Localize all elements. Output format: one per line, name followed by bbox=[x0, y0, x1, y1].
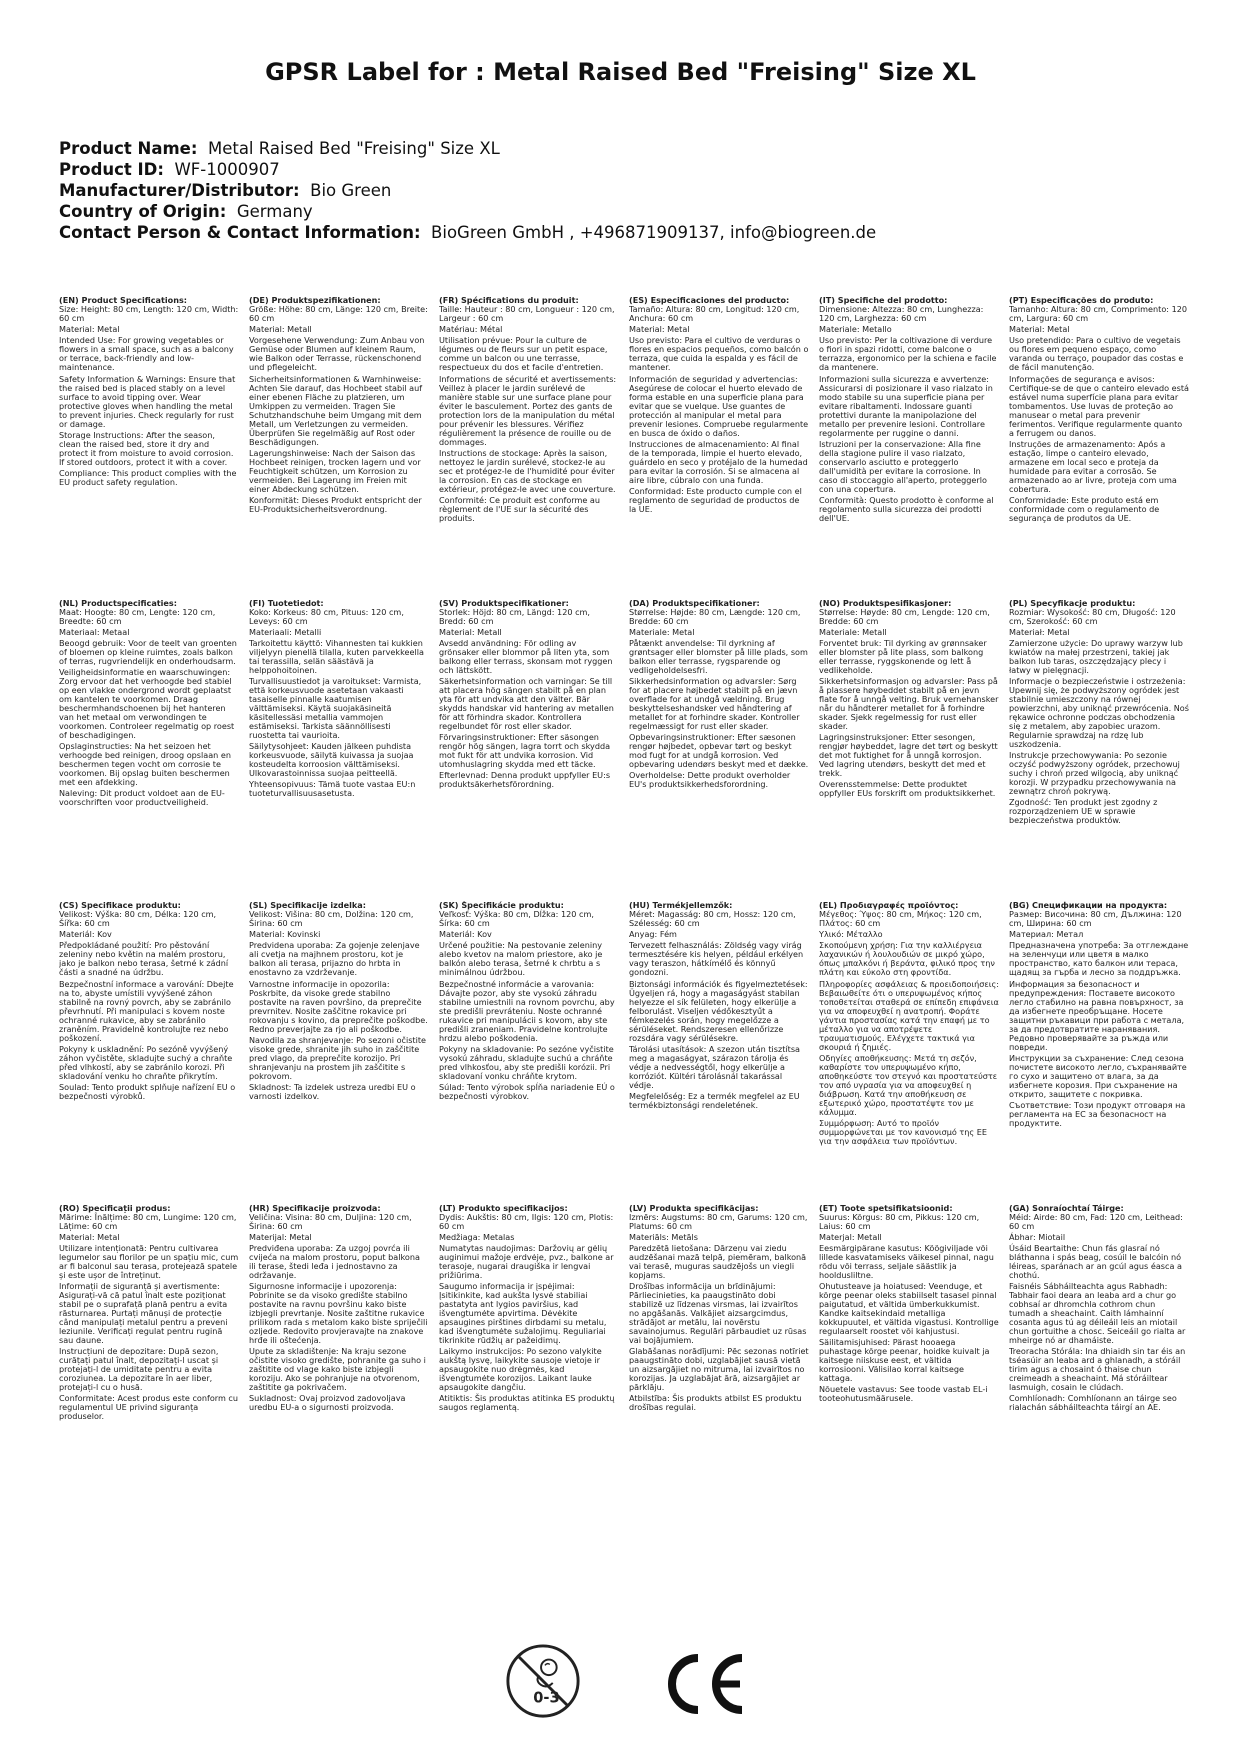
block-heading: (BG) Спецификации на продукта: bbox=[1009, 901, 1168, 910]
block-paragraph: Πληροφορίες ασφάλειας & προειδοποιήσεις: Βεβαιωθείτε ότι ο υπερυψωμένος κήπος τοποθετείται σταθερά σε επίπεδη επιφάνεια για να αποφευχθεί η ανατροπή. Φοράτε γάντια προστασίας κατά την επαφή με το μέταλλο για να αποτρέψετε τραυματισμούς. Ελέγχετε τακτικά για σκουριά ή ζημιές. bbox=[819, 978, 999, 1052]
block-paragraph: Conformitate: Acest produs este conform cu regulamentul UE privind siguranța produselor. bbox=[59, 1393, 238, 1422]
block-paragraph: Säilytysohjeet: Kauden jälkeen puhdista korkeusvuode, säilytä kuivassa ja suojaa kosteudelta korroosion välttämiseksi. Ulkovarastoinnissa suojaa peitteellä. bbox=[249, 741, 414, 779]
block-paragraph: Bezpečnostní informace a varování: Dbejte na to, abyste umístili vyvýšené záhon stabilně na rovný povrch, aby se zabránilo převrhnutí. Při manipulaci s kovem noste ochranné rukavice, aby se zabránilo zraněním. Pravidelně kontrolujte rez nebo poškození. bbox=[59, 978, 234, 1043]
block-paragraph: Materiał: Metal bbox=[1009, 626, 1070, 637]
block-paragraph: Instrucțiuni de depozitare: După sezon, curățați patul înalt, depozitați-l uscat și protejați-l de umiditate pentru a evita coroziunea. La depozitare în aer liber, protejați-l cu o husă. bbox=[59, 1346, 219, 1393]
block-paragraph: Určené použitie: Na pestovanie zeleniny alebo kvetov na malom priestore, ako je balkón alebo terasa, šetrné k chrbtu a s minimálnou údržbou. bbox=[439, 940, 603, 978]
block-paragraph: Υλικό: Μέταλλο bbox=[819, 929, 883, 940]
block-heading: (SK) Špecifikácie produktu: bbox=[439, 901, 564, 910]
block-paragraph: Efterlevnad: Denna produkt uppfyller EU:s produktsäkerhetsförordning. bbox=[439, 770, 611, 790]
block-paragraph: Storlek: Höjd: 80 cm, Längd: 120 cm, Bredd: 60 cm bbox=[439, 606, 590, 626]
block-paragraph: Materiale: Metall bbox=[819, 626, 887, 637]
block-heading: (PT) Especificações do produto: bbox=[1009, 296, 1154, 305]
block-paragraph: Informações de segurança e avisos: Certifique-se de que o canteiro elevado está estável numa superfície plana para evitar tombamentos. Use luvas de proteção ao manusear o metal para prevenir ferimentos. Verifique regularmente quanto a ferrugem ou danos. bbox=[1009, 373, 1189, 438]
block-paragraph: Størrelse: Højde: 80 cm, Længde: 120 cm, Bredde: 60 cm bbox=[629, 606, 801, 626]
not-for-children-0-3-icon bbox=[504, 1642, 582, 1720]
block-paragraph: Velikost: Výška: 80 cm, Délka: 120 cm, Šířka: 60 cm bbox=[59, 909, 217, 928]
language-block bbox=[59, 901, 239, 1204]
block-paragraph: Materiaali: Metalli bbox=[249, 626, 322, 637]
block-paragraph: Ohutusteave ja hoiatused: Veenduge, et kõrge peenar oleks stabiilselt tasasel pinnal paigutatud, et vältida ümberkukkumist. Kandke kaitsekindaid metalliga kokkupuutel, et vältida vigastusi. Kontrollige regulaarselt roostet või kahjustusi. bbox=[819, 1281, 999, 1337]
block-paragraph: Comhlíonadh: Comhlíonann an táirge seo rialachán sábháilteachta táirgí an AE. bbox=[1009, 1393, 1177, 1413]
block-heading: (RO) Specificații produs: bbox=[59, 1203, 171, 1213]
language-block bbox=[59, 296, 239, 599]
language-block bbox=[819, 901, 999, 1204]
language-block bbox=[629, 599, 809, 902]
block-heading: (EN) Product Specifications: bbox=[59, 296, 188, 305]
block-paragraph: Materiāls: Metāls bbox=[629, 1231, 698, 1242]
language-block bbox=[819, 296, 999, 599]
block-paragraph: Conformidad: Este producto cumple con el reglamento de seguridad de productos de la UE. bbox=[629, 485, 802, 514]
block-paragraph: Lagerungshinweise: Nach der Saison das Hochbeet reinigen, trocken lagern und vor Feuchtigkeit schützen, um Korrosion zu vermeiden. Bei Lagerung im Freien mit einer Abdeckung schützen. bbox=[249, 447, 421, 494]
block-paragraph: Utilisation prévue: Pour la culture de légumes ou de fleurs sur un petit espace, comme un balcon ou une terrasse, respectueux du dos et facile d'entretien. bbox=[439, 335, 608, 373]
language-block bbox=[1009, 1204, 1189, 1507]
block-paragraph: Material: Metal bbox=[629, 324, 690, 335]
block-paragraph: Informacje o bezpieczeństwie i ostrzeżenia: Upewnij się, że podwyższony ogródek jest stabilnie umieszczony na równej powierzchni, aby uniknąć przewrócenia. Noś rękawice ochronne podczas obchodzenia się z metalem, aby zapobiec urazom. Regularnie sprawdzaj na rdzę lub uszkodzenia. bbox=[1009, 676, 1189, 750]
block-paragraph: Συμμόρφωση: Αυτό το προϊόν συμμορφώνεται με τον κανονισμό της ΕΕ για την ασφάλεια των προϊόντων. bbox=[819, 1117, 987, 1146]
block-paragraph: Materiaal: Metaal bbox=[59, 626, 130, 637]
block-paragraph: Påtænkt anvendelse: Til dyrkning af grøntsager eller blomster på lille plads, som balkon eller terrasse, rygsparende og vedligeholdelsesfri. bbox=[629, 637, 808, 675]
block-paragraph: Naleving: Dit product voldoet aan de EU-voorschriften voor productveiligheid. bbox=[59, 788, 225, 808]
block-paragraph: Beoogd gebruik: Voor de teelt van groenten of bloemen op kleine ruimtes, zoals balkon of terras, rugvriendelijk en onderhoudsarm. bbox=[59, 637, 237, 666]
block-heading: (NO) Produktspesifikasjoner: bbox=[819, 598, 952, 608]
block-paragraph: Súlad: Tento výrobok spĺňa nariadenie EÚ o bezpečnosti výrobkov. bbox=[439, 1081, 615, 1101]
block-paragraph: Megfelelőség: Ez a termék megfelel az EU termékbiztonsági rendeletének. bbox=[629, 1090, 800, 1110]
block-paragraph: Uso previsto: Para el cultivo de verduras o flores en espacios pequeños, como balcón o terraza, que cuida la espalda y es fácil de mantener. bbox=[629, 335, 809, 373]
block-paragraph: Opslaginstructies: Na het seizoen het verhoogde bed reinigen, droog opslaan en beschermen tegen vocht om corrosie te voorkomen. Bij opslag buiten beschermen met een afdekking. bbox=[59, 741, 231, 788]
compliance-symbols bbox=[0, 1642, 1241, 1732]
block-paragraph: Materijal: Metal bbox=[249, 1231, 312, 1242]
block-paragraph: Pokyny na skladovanie: Po sezóne vyčistite vysokú záhradu, skladujte suchú a chráňte pred vlhkosťou, aby ste predišli korózii. Pri skladovaní vonku chráňte krytom. bbox=[439, 1043, 614, 1081]
block-paragraph: Conformité: Ce produit est conforme au règlement de l'UE sur la sécurité des produits. bbox=[439, 494, 600, 523]
product-info bbox=[59, 138, 1189, 243]
block-paragraph: Předpokládané použití: Pro pěstování zeleniny nebo květin na malém prostoru, jako je balkon nebo terasa, šetrné k zádní části a snadné na údržbu. bbox=[59, 940, 229, 978]
block-paragraph: Navodila za shranjevanje: Po sezoni očistite visoke grede, shranite jih suho in zaščitite pred vlago, da preprečite korozijo. Pri shranjevanju na prostem jih zaščitite s pokrovom. bbox=[249, 1034, 427, 1081]
block-paragraph: Paredzētā lietošana: Dārzeņu vai ziedu audzēšanai mazā telpā, piemēram, balkonā vai terasē, muguras saudzējošs un viegli kopjams. bbox=[629, 1242, 807, 1280]
block-paragraph: Material: Metal bbox=[59, 1231, 120, 1242]
block-paragraph: Material: Kovinski bbox=[249, 929, 321, 940]
language-block bbox=[629, 1204, 809, 1507]
block-paragraph: Atbilstība: Šis produkts atbilst ES produktu drošības regulai. bbox=[629, 1393, 802, 1413]
block-paragraph: Material: Metal bbox=[1009, 324, 1070, 335]
block-paragraph: Avsedd användning: För odling av grönsaker eller blommor på liten yta, som balkong eller terrass, skonsam mot ryggen och lättskött. bbox=[439, 637, 613, 675]
info-value: BioGreen GmbH , +496871909137, info@biogreen.de bbox=[431, 223, 877, 242]
block-paragraph: Conformità: Questo prodotto è conforme al regolamento sulla sicurezza dei prodotti dell'UE. bbox=[819, 494, 994, 523]
block-heading: (DA) Produktspecifikationer: bbox=[629, 598, 760, 608]
block-paragraph: Förvaringsinstruktioner: Efter säsongen rengör hög sängen, lagra torrt och skydda mot fukt för att undvika korrosion. Vid utomhuslagring skydda med ett täcke. bbox=[439, 732, 611, 770]
block-paragraph: Istruzioni per la conservazione: Alla fine della stagione pulire il vaso rialzato, conservarlo asciutto e proteggerlo dall'umidità per evitare la corrosione. In caso di stoccaggio all'aperto, proteggerlo con una copertura. bbox=[819, 438, 987, 494]
block-paragraph: Material: Metall bbox=[439, 626, 502, 637]
block-paragraph: Varnostne informacije in opozorila: Poskrbite, da visoke grede stabilno postavite na raven površino, da preprečite prevrnitev. Nosite zaščitne rokavice pri rokovanju s kovino, da preprečite poškodbe. Redno preverjajte za rjo ali poškodbe. bbox=[249, 978, 428, 1034]
info-row-contact bbox=[59, 222, 1189, 243]
block-heading: (HU) Termékjellemzők: bbox=[629, 901, 733, 910]
block-paragraph: Vorgesehene Verwendung: Zum Anbau von Gemüse oder Blumen auf kleinem Raum, wie Balkon oder Terrasse, rückenschonend und pflegeleicht. bbox=[249, 335, 425, 373]
block-paragraph: Velikost: Višina: 80 cm, Dolžina: 120 cm, Širina: 60 cm bbox=[249, 909, 414, 928]
language-block bbox=[819, 1204, 999, 1507]
language-block bbox=[1009, 599, 1189, 902]
block-paragraph: Méid: Airde: 80 cm, Fad: 120 cm, Leithead: 60 cm bbox=[1009, 1211, 1183, 1231]
block-paragraph: Zamierzone użycie: Do uprawy warzyw lub kwiatów na małej przestrzeni, takiej jak balkon lub taras, oszczędzający plecy i łatwy w pielęgnacji. bbox=[1009, 637, 1183, 675]
block-paragraph: Numatytas naudojimas: Daržovių ar gėlių auginimui mažoje erdvėje, pvz., balkone ar terasoje, nugarai draugiška ir lengvai prižiūrima. bbox=[439, 1242, 614, 1280]
block-paragraph: Overholdelse: Dette produkt overholder EU's produktsikkerhedsforordning. bbox=[629, 770, 791, 790]
block-paragraph: Eesmärgipärane kasutus: Köögiviljade või lillede kasvatamiseks väikesel pinnal, nagu rõdu või terrass, seljale säästlik ja hooldusliltne. bbox=[819, 1242, 994, 1280]
block-paragraph: Suurus: Kõrgus: 80 cm, Pikkus: 120 cm, Laius: 60 cm bbox=[819, 1211, 980, 1231]
language-block bbox=[249, 296, 429, 599]
block-paragraph: Sigurnosne informacije i upozorenja: Pobrinite se da visoko gredište stabilno postavite na ravnu površinu kako biste izbjegli prevrtanje. Nosite zaštitne rukavice prilikom rada s metalom kako biste spriječili ozljede. Redovito provjeravajte na znakove hrđe ili oštećenja. bbox=[249, 1281, 428, 1346]
block-paragraph: Material: Metall bbox=[249, 324, 312, 335]
block-paragraph: Sicherheitsinformationen & Warnhinweise: Achten Sie darauf, das Hochbeet stabil auf einer ebenen Fläche zu platzieren, um Umkippen zu vermeiden. Tragen Sie Schutzhandschuhe beim Umgang mit dem Metall, um Verletzungen zu vermeiden. Überprüfen Sie regelmäßig auf Rost oder Beschädigungen. bbox=[249, 373, 423, 447]
block-paragraph: Información de seguridad y advertencias: Asegúrese de colocar el huerto elevado de forma estable en una superficie plana para evitar que se vuelque. Use guantes de protección al manipular el metal para prevenir lesiones. Compruebe regularmente en busca de óxido o daños. bbox=[629, 373, 809, 438]
block-paragraph: Uso previsto: Per la coltivazione di verdure o fiori in spazi ridotti, come balcone o terrazza, ergonomico per la schiena e facile da mantenere. bbox=[819, 335, 997, 373]
block-paragraph: Soulad: Tento produkt splňuje nařízení EU o bezpečnosti výrobků. bbox=[59, 1081, 236, 1101]
info-label: Manufacturer/Distributor: bbox=[59, 181, 300, 200]
block-paragraph: Maat: Hoogte: 80 cm, Lengte: 120 cm, Breedte: 60 cm bbox=[59, 606, 216, 626]
block-paragraph: Материал: Метал bbox=[1009, 929, 1084, 940]
info-value: WF-1000907 bbox=[174, 160, 280, 179]
block-paragraph: Úsáid Beartaithe: Chun fás glasraí nó bláthanna i spás beag, cosúil le balcóin nó léireas, sparánach ar an gcúl agus éasca a chothú. bbox=[1009, 1242, 1182, 1280]
block-heading: (CS) Specifikace produktu: bbox=[59, 901, 181, 910]
language-block bbox=[629, 296, 809, 599]
block-heading: (PL) Specyfikacje produktu: bbox=[1009, 598, 1136, 608]
block-paragraph: Инструкции за съхранение: След сезона почистете високото легло, съхранявайте го сухо и защитено от влага, за да избегнете корозия. При съхранение на открито, защитете с покривка. bbox=[1009, 1052, 1187, 1099]
block-paragraph: Größe: Höhe: 80 cm, Länge: 120 cm, Breite: 60 cm bbox=[249, 304, 428, 323]
block-paragraph: Dimensione: Altezza: 80 cm, Lunghezza: 120 cm, Larghezza: 60 cm bbox=[819, 304, 984, 323]
block-paragraph: Οδηγίες αποθήκευσης: Μετά τη σεζόν, καθαρίστε τον υπερυψωμένο κήπο, αποθηκεύστε τον στεγνό και προστατεύστε τον από υγρασία για να αποφευχθεί η διάβρωση. Κατά την αποθήκευση σε εξωτερικό χώρο, προστατέψτε τον με κάλυμμα. bbox=[819, 1052, 998, 1117]
block-paragraph: Conformidade: Este produto está em conformidade com o regulamento de segurança de produtos da UE. bbox=[1009, 494, 1160, 523]
info-value: Metal Raised Bed "Freising" Size XL bbox=[207, 139, 500, 158]
block-paragraph: Materiál: Kov bbox=[59, 929, 112, 940]
block-paragraph: Faisnéis Sábháilteachta agus Rabhadh: Tabhair faoi deara an leaba ard a chur go cobhsaí ar dhromchla cothrom chun tumadh a sheachaint. Caith lámhainní cosanta agus tú ag déileáil leis an miotail chun gortuithe a chosc. Seiceáil go rialta ar mheirge nó ar dhamáiste. bbox=[1009, 1281, 1186, 1346]
block-paragraph: Forventet bruk: Til dyrking av grønnsaker eller blomster på lite plass, som balkong eller terrasse, ryggskonende og lett å vedlikeholde. bbox=[819, 637, 987, 675]
block-paragraph: Matériau: Métal bbox=[439, 324, 503, 335]
block-paragraph: Lagringsinstruksjoner: Etter sesongen, rengjør høybeddet, lagre det tørt og beskytt det mot fuktighet for å unngå korrosjon. Ved lagring utendørs, beskytt det med et trekk. bbox=[819, 732, 998, 779]
block-paragraph: Bezpečnostné informácie a varovania: Dávajte pozor, aby ste vysokú záhradu stabilne umiestnili na rovnom povrchu, aby ste predišli prevráteniu. Noste ochranné rukavice pri manipulácii s kovom, aby ste predišli zraneniam. Pravidelne kontrolujte hrdzu alebo poškodenia. bbox=[439, 978, 615, 1043]
block-heading: (FI) Tuotetiedot: bbox=[249, 598, 324, 608]
block-heading: (GA) Sonraíochtaí Táirge: bbox=[1009, 1203, 1124, 1213]
block-paragraph: Информация за безопасност и предупреждения: Поставете високото легло стабилно на равна повърхност, за да избегнете преобръщане. Носете защитни ръкавици при работа с метала, за да предотвратите наранявания. Редовно проверявайте за ръжда или повреди. bbox=[1009, 978, 1185, 1052]
block-paragraph: Yhteensopivuus: Tämä tuote vastaa EU:n tuoteturvallisuusasetusta. bbox=[249, 779, 416, 799]
block-paragraph: Skladnost: Ta izdelek ustreza uredbi EU o varnosti izdelkov. bbox=[249, 1081, 416, 1101]
language-block bbox=[439, 1204, 619, 1507]
info-row-product-id bbox=[59, 159, 1189, 180]
language-block bbox=[59, 1204, 239, 1507]
info-value: Bio Green bbox=[310, 181, 392, 200]
language-block bbox=[1009, 296, 1189, 599]
block-paragraph: Предназначена употреба: За отглеждане на зеленчуци или цветя в малко пространство, като балкон или тераса, щадящ за гърба и лесно за поддръжка. bbox=[1009, 940, 1189, 978]
block-paragraph: Méret: Magasság: 80 cm, Hossz: 120 cm, Szélesség: 60 cm bbox=[629, 909, 796, 928]
block-paragraph: Safety Information & Warnings: Ensure that the raised bed is placed stably on a level surface to avoid tipping over. Wear protective gloves when handling the metal to prevent injuries. Check regularly for rust or damage. bbox=[59, 373, 236, 429]
block-paragraph: Opbevaringsinstruktioner: Efter sæsonen rengør højbedet, opbevar tørt og beskyt mod fugt for at undgå korrosion. Ved opbevaring udendørs beskyt med et dække. bbox=[629, 732, 809, 770]
language-block bbox=[1009, 901, 1189, 1204]
language-block bbox=[249, 1204, 429, 1507]
language-block bbox=[59, 599, 239, 902]
block-paragraph: Σκοπούμενη χρήση: Για την καλλιέργεια λαχανικών ή λουλουδιών σε μικρό χώρο, όπως μπαλκόνι ή βεράντα, φιλικό προς την πλάτη και εύκολο στη φροντίδα. bbox=[819, 940, 995, 978]
block-paragraph: Materjal: Metall bbox=[819, 1231, 882, 1242]
block-paragraph: Instructions de stockage: Après la saison, nettoyez le jardin surélevé, stockez-le au sec et protégez-le de l'humidité pour éviter la corrosion. En cas de stockage en extérieur, protégez-le avec une couverture. bbox=[439, 447, 616, 494]
block-paragraph: Konformität: Dieses Produkt entspricht der EU-Produktsicherheitsverordnung. bbox=[249, 494, 422, 514]
block-paragraph: Upute za skladištenje: Na kraju sezone očistite visoko gredište, pohranite ga suho i zaštitite od vlage kako biste izbjegli koroziju. Ako se pohranjuje na otvorenom, zaštitite ga pokrivačem. bbox=[249, 1346, 426, 1393]
block-paragraph: Materiale: Metal bbox=[629, 626, 695, 637]
block-paragraph: Размер: Височина: 80 cm, Дължина: 120 cm, Ширина: 60 cm bbox=[1009, 909, 1182, 928]
block-heading: (SL) Specifikacije izdelka: bbox=[249, 901, 367, 910]
block-paragraph: Dydis: Aukštis: 80 cm, Ilgis: 120 cm, Plotis: 60 cm bbox=[439, 1211, 614, 1231]
block-paragraph: Atitiktis: Šis produktas atitinka ES produktų saugos reglamentą. bbox=[439, 1393, 615, 1413]
language-block bbox=[249, 599, 429, 902]
block-paragraph: Overensstemmelse: Dette produktet oppfyller EUs forskrift om produktsikkerhet. bbox=[819, 779, 996, 799]
block-paragraph: Laikymo instrukcijos: Po sezono valykite aukštą lysvę, laikykite sausoje vietoje ir apsaugokite nuo drėgmės, kad išvengtumėte korozijos. Laikant lauke apsaugokite dangčiu. bbox=[439, 1346, 602, 1393]
block-paragraph: Tárolási utasítások: A szezon után tisztítsa meg a magaságyat, szárazon tárolja és védje a nedvességtől, hogy elkerülje a korróziót. Kültéri tárolásnál takarással védje. bbox=[629, 1043, 801, 1090]
block-paragraph: Size: Height: 80 cm, Length: 120 cm, Width: 60 cm bbox=[59, 304, 239, 323]
block-paragraph: Veiligheidsinformatie en waarschuwingen: Zorg ervoor dat het verhoogde bed stabiel op een vlakke ondergrond wordt geplaatst om kantelen te voorkomen. Draag beschermhandschoenen bij het hanteren van het metaal om verwondingen te voorkomen. Controleer regelmatig op roest of beschadigingen. bbox=[59, 667, 235, 741]
info-label: Product ID: bbox=[59, 160, 164, 179]
block-paragraph: Predvidena uporaba: Za gojenje zelenjave ali cvetja na majhnem prostoru, kot je balkon ali terasa, prijazno do hrbta in enostavno za vzdrževanje. bbox=[249, 940, 420, 978]
block-heading: (IT) Specifiche del prodotto: bbox=[819, 296, 948, 305]
block-paragraph: Rozmiar: Wysokość: 80 cm, Długość: 120 cm, Szerokość: 60 cm bbox=[1009, 606, 1176, 626]
block-heading: (DE) Produktspezifikationen: bbox=[249, 296, 381, 305]
block-paragraph: Sukladnost: Ovaj proizvod zadovoljava uredbu EU-a o sigurnosti proizvoda. bbox=[249, 1393, 406, 1413]
block-paragraph: Instrucciones de almacenamiento: Al final de la temporada, limpie el huerto elevado, guárdelo en seco y protéjalo de la humedad para evitar la corrosión. Si se almacena al aire libre, cúbralo con una funda. bbox=[629, 438, 808, 485]
age-label: 0-3 bbox=[533, 1689, 560, 1707]
block-paragraph: Tervezett felhasználás: Zöldség vagy virág termesztésére kis helyen, például erkélyen vagy teraszon, hátkímélő és könnyű gondozni. bbox=[629, 940, 804, 978]
block-heading: (ES) Especificaciones del producto: bbox=[629, 296, 790, 305]
block-paragraph: Medžiaga: Metalas bbox=[439, 1231, 515, 1242]
block-paragraph: Säilitamisjuhised: Pärast hooaega puhastage kõrge peenar, hoidke kuivalt ja kaitsege niiskuse eest, et vältida korrosiooni. Välisilao korral kaitsege kattaga. bbox=[819, 1337, 990, 1384]
block-paragraph: Informations de sécurité et avertissements: Veillez à placer le jardin surélevé de manière stable sur une surface plane pour éviter le basculement. Portez des gants de protection lors de la manipulation du métal pour prévenir les blessures. Vérifiez régulièrement la présence de rouille ou de dommages. bbox=[439, 373, 617, 447]
block-heading: (LV) Produkta specifikācijas: bbox=[629, 1203, 759, 1213]
language-blocks-grid bbox=[59, 296, 1189, 1506]
block-paragraph: Drošības informācija un brīdinājumi: Pārliecinieties, ka paaugstināto dobi stabilizē uz līdzenas virsmas, lai izvairītos no apgāšanās. Valkājiet aizsargcimdus, strādājot ar metālu, lai novērstu savainojumus. Regulāri pārbaudiet uz rūsas vai bojājumiem. bbox=[629, 1281, 807, 1346]
info-row-product-name bbox=[59, 138, 1189, 159]
block-paragraph: Μέγεθος: Ύψος: 80 cm, Μήκος: 120 cm, Πλάτος: 60 cm bbox=[819, 909, 982, 928]
block-paragraph: Instruções de armazenamento: Após a estação, limpe o canteiro elevado, armazene em local seco e proteja da humidade para evitar a corrosão. Se armazenado ao ar livre, proteja com uma cobertura. bbox=[1009, 438, 1177, 494]
language-block bbox=[439, 296, 619, 599]
block-paragraph: Biztonsági információk és figyelmeztetések: Ügyeljen rá, hogy a magaságyást stabilan helyezze el sík felületen, hogy elkerülje a felborulást. Viseljen védőkesztyűt a fémkezelés során, hogy megelőzze a sérüléseket. Rendszeresen ellenőrizze rozsdára vagy sérülésekre. bbox=[629, 978, 808, 1043]
block-heading: (ET) Toote spetsifikatsioonid: bbox=[819, 1203, 953, 1213]
info-row-country bbox=[59, 201, 1189, 222]
block-paragraph: Tamaño: Altura: 80 cm, Longitud: 120 cm, Anchura: 60 cm bbox=[629, 304, 800, 323]
block-paragraph: Zgodność: Ten produkt jest zgodny z rozporządzeniem UE w sprawie bezpieczeństwa produktów. bbox=[1009, 797, 1158, 826]
language-block bbox=[819, 599, 999, 902]
language-block bbox=[439, 901, 619, 1204]
block-paragraph: Sikkerhetsinformasjon og advarsler: Pass på å plassere høybeddet stabilt på en jevn flate for å unngå velting. Bruk vernehansker når du håndterer metallet for å forhindre skader. Sjekk regelmessig for rust eller skader. bbox=[819, 676, 999, 732]
block-paragraph: Tamanho: Altura: 80 cm, Comprimento: 120 cm, Largura: 60 cm bbox=[1009, 304, 1188, 323]
info-label: Country of Origin: bbox=[59, 202, 227, 221]
block-paragraph: Material: Metal bbox=[59, 324, 120, 335]
info-value: Germany bbox=[236, 202, 313, 221]
info-label: Product Name: bbox=[59, 139, 198, 158]
block-paragraph: Compliance: This product complies with the EU product safety regulation. bbox=[59, 467, 237, 487]
ce-mark-icon bbox=[662, 1652, 748, 1716]
block-paragraph: Glabāšanas norādījumi: Pēc sezonas notīriet paaugstināto dobi, uzglabājiet sausā vietā un aizsargājiet no mitruma, lai izvairītos no korozijas. Ja uzglabājat ārā, aizsargājiet ar pārklāju. bbox=[629, 1346, 809, 1393]
block-paragraph: Veličina: Visina: 80 cm, Duljina: 120 cm, Širina: 60 cm bbox=[249, 1211, 412, 1231]
block-paragraph: Predviđena uporaba: Za uzgoj povrća ili cvijeća na malom prostoru, poput balkona ili terase, štedi leđa i jednostavno za održavanje. bbox=[249, 1242, 420, 1280]
block-paragraph: Mărime: Înălțime: 80 cm, Lungime: 120 cm, Lățime: 60 cm bbox=[59, 1211, 237, 1231]
block-heading: (HR) Specifikacije proizvoda: bbox=[249, 1203, 381, 1213]
block-paragraph: Utilizare intenționată: Pentru cultivarea legumelor sau florilor pe un spațiu mic, cum ar fi balconul sau terasa, protejează spatele și este ușor de întreținut. bbox=[59, 1242, 239, 1280]
block-paragraph: Tarkoitettu käyttö: Vihannesten tai kukkien viljelyyn pienellä tilalla, kuten parvekkeella tai terassilla, selän säästävä ja helppohoitoinen. bbox=[249, 637, 424, 675]
info-row-manufacturer bbox=[59, 180, 1189, 201]
block-paragraph: Pokyny k uskladnění: Po sezóně vyvýšený záhon vyčistěte, skladujte suchý a chraňte před vlhkostí, aby se zabránilo korozi. Při skladování venku ho chraňte přikrytím. bbox=[59, 1043, 233, 1081]
page-title: GPSR Label for : Metal Raised Bed "Freising" Size XL bbox=[265, 58, 976, 86]
block-paragraph: Informații de siguranță și avertismente: Asigurați-vă că patul înalt este poziționat stabil pe o suprafață plană pentru a evita răsturnarea. Purtați mănuși de protecție când manipulați metalul pentru a preveni leziunile. Verificați regulat pentru rugină sau daune. bbox=[59, 1281, 228, 1346]
block-paragraph: Storage Instructions: After the season, clean the raised bed, store it dry and protect it from moisture to avoid corrosion. If stored outdoors, protect it with a cover. bbox=[59, 429, 234, 467]
block-paragraph: Instrukcje przechowywania: Po sezonie oczyść podwyższony ogródek, przechowuj suchy i chroń przed wilgocią, aby uniknąć korozji. W przypadku przechowywania na zewnątrz chroń pokrywą. bbox=[1009, 750, 1180, 797]
block-paragraph: Materiale: Metallo bbox=[819, 324, 892, 335]
block-paragraph: Nõuetele vastavus: See toode vastab EL-i tooteohutusmäärusele. bbox=[819, 1384, 988, 1404]
block-paragraph: Uso pretendido: Para o cultivo de vegetais ou flores em pequeno espaço, como varanda ou terraço, poupador das costas e de fácil manutenção. bbox=[1009, 335, 1184, 373]
block-heading: (EL) Προδιαγραφές προϊόντος: bbox=[819, 901, 959, 910]
block-paragraph: Ábhar: Miotail bbox=[1009, 1231, 1066, 1242]
block-paragraph: Съответствие: Този продукт отговаря на регламента на ЕС за безопасност на продуктите. bbox=[1009, 1099, 1186, 1128]
block-paragraph: Størrelse: Høyde: 80 cm, Lengde: 120 cm, Bredde: 60 cm bbox=[819, 606, 990, 626]
block-paragraph: Säkerhetsinformation och varningar: Se till att placera hög sängen stabilt på en plan yta för att undvika att den välter. Bär skydds handskar vid hantering av metallen för att förhindra skador. Kontrollera regelbundet för rost eller skador. bbox=[439, 676, 614, 732]
language-block bbox=[439, 599, 619, 902]
block-paragraph: Turvallisuustiedot ja varoitukset: Varmista, että korkeusvuode asetetaan vakaasti tasaiselle pinnalle kaatumisen välttämiseksi. Käytä suojakäsineitä käsitellessäsi metallia vammojen estämiseksi. Tarkista säännöllisesti ruostetta tai vaurioita. bbox=[249, 676, 422, 741]
block-heading: (FR) Spécifications du produit: bbox=[439, 296, 579, 305]
block-paragraph: Taille: Hauteur : 80 cm, Longueur : 120 cm, Largeur : 60 cm bbox=[439, 304, 615, 323]
block-paragraph: Materiál: Kov bbox=[439, 929, 492, 940]
block-paragraph: Izmērs: Augstums: 80 cm, Garums: 120 cm, Platums: 60 cm bbox=[629, 1211, 808, 1231]
block-paragraph: Sikkerhedsinformation og advarsler: Sørg for at placere højbedet stabilt på en jævn overflade for at undgå vældning. Brug beskyttelseshandsker ved håndtering af metallet for at forhindre skader. Kontroller regelmæssigt for rust eller skader. bbox=[629, 676, 800, 732]
block-paragraph: Veľkosť: Výška: 80 cm, Dĺžka: 120 cm, Šírka: 60 cm bbox=[439, 909, 594, 928]
block-paragraph: Saugumo informacija ir įspėjimai: Įsitikinkite, kad aukšta lysvė stabiliai pastatyta ant lygios paviršius, kad išvengtumėte apvirtima. Dėvėkite apsaugines pirštines dirbdami su metalu, kad išvengtumėte sužalojimų. Reguliariai tikrinkite rūdžių ar pažeidimų. bbox=[439, 1281, 607, 1346]
info-label: Contact Person & Contact Information: bbox=[59, 223, 421, 242]
block-paragraph: Intended Use: For growing vegetables or flowers in a small space, such as a balcony or terrace, back-friendly and low-maintenance. bbox=[59, 335, 234, 373]
block-paragraph: Informazioni sulla sicurezza e avvertenze: Assicurarsi di posizionare il vaso rialzato in modo stabile su una superficie piana per evitare ribaltamenti. Indossare guanti protettivi durante la manipolazione del metallo per prevenire lesioni. Controllare regolarmente per ruggine o danni. bbox=[819, 373, 993, 438]
block-heading: (SV) Produktspecifikationer: bbox=[439, 598, 569, 608]
block-paragraph: Treoracha Stórála: Ina dhiaidh sin tar éis an tséasúir an leaba ard a ghlanadh, a stóráil tirim agus a chosaint ó thaise chun creimeadh a sheachaint. Má stóráiltear lasmuigh, cosain le clúdach. bbox=[1009, 1346, 1186, 1393]
block-heading: (NL) Productspecificaties: bbox=[59, 598, 177, 608]
language-block bbox=[629, 901, 809, 1204]
language-block bbox=[249, 901, 429, 1204]
block-heading: (LT) Produkto specifikacijos: bbox=[439, 1203, 568, 1213]
block-paragraph: Koko: Korkeus: 80 cm, Pituus: 120 cm, Leveys: 60 cm bbox=[249, 606, 404, 626]
block-paragraph: Anyag: Fém bbox=[629, 929, 677, 940]
